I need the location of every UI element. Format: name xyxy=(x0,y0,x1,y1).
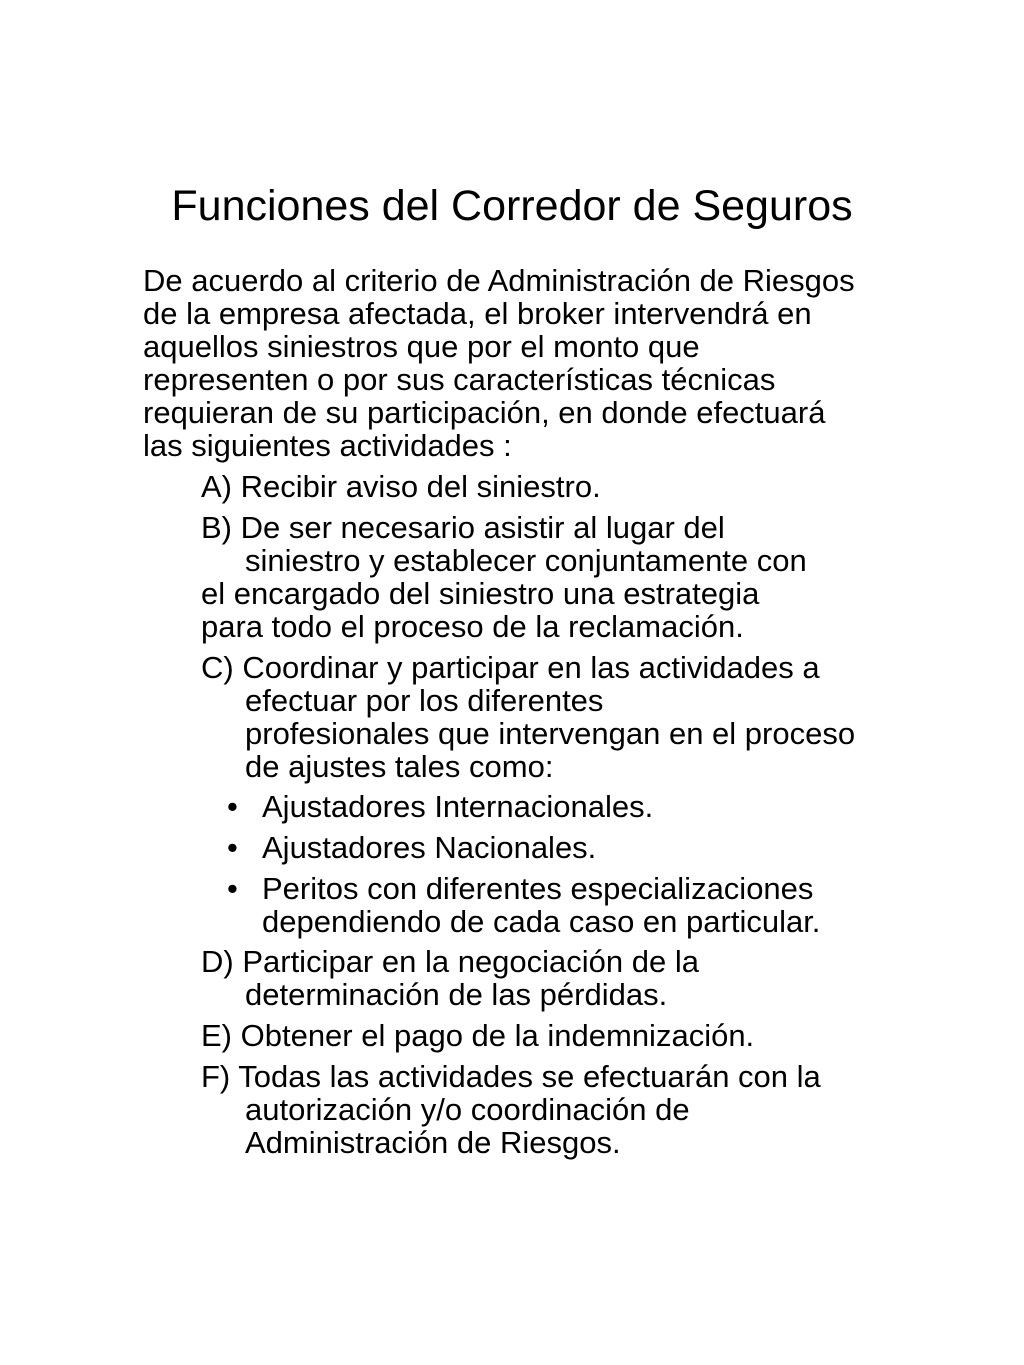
intro-line: requieran de su participación, en donde efectuará xyxy=(143,395,826,430)
bullet-icon: • xyxy=(227,789,238,824)
item-c-line: efectuar por los diferentes xyxy=(245,683,604,718)
item-c-line: C) Coordinar y participar en las actividades a xyxy=(201,650,820,685)
item-c-line: de ajustes tales como: xyxy=(245,749,554,784)
item-f-line: F) Todas las actividades se efectuarán con la xyxy=(201,1059,821,1094)
intro-line: aquellos siniestros que por el monto que xyxy=(143,329,700,364)
intro-line: representen o por sus características técnicas xyxy=(143,362,776,397)
item-b-line: el encargado del siniestro una estrategia xyxy=(201,576,760,611)
item-d-line: D) Participar en la negociación de la xyxy=(201,944,699,979)
item-c-line: profesionales que intervengan en el proceso xyxy=(245,716,856,751)
bullet-icon: • xyxy=(227,830,238,865)
bullet-line: dependiendo de cada caso en particular. xyxy=(262,904,821,939)
item-e-line: E) Obtener el pago de la indemnización. xyxy=(201,1018,755,1053)
intro-line: las siguientes actividades : xyxy=(143,428,512,463)
item-f-line: Administración de Riesgos. xyxy=(245,1125,621,1160)
item-b-line: siniestro y establecer conjuntamente con xyxy=(245,543,807,578)
item-b-line: B) De ser necesario asistir al lugar del xyxy=(201,510,725,545)
intro-line: de la empresa afectada, el broker intervendrá en xyxy=(143,296,812,331)
bullet-line: Peritos con diferentes especializaciones xyxy=(262,871,814,906)
bullet-line: Ajustadores Nacionales. xyxy=(262,830,597,865)
intro-line: De acuerdo al criterio de Administración de Riesgos xyxy=(143,263,855,298)
slide-title: Funciones del Corredor de Seguros xyxy=(171,182,853,230)
item-f-line: autorización y/o coordinación de xyxy=(245,1092,690,1127)
item-d-line: determinación de las pérdidas. xyxy=(245,977,668,1012)
bullet-line: Ajustadores Internacionales. xyxy=(262,789,654,824)
item-b-line: para todo el proceso de la reclamación. xyxy=(201,609,744,644)
bullet-icon: • xyxy=(227,871,238,906)
item-a-line: A) Recibir aviso del siniestro. xyxy=(201,469,601,504)
